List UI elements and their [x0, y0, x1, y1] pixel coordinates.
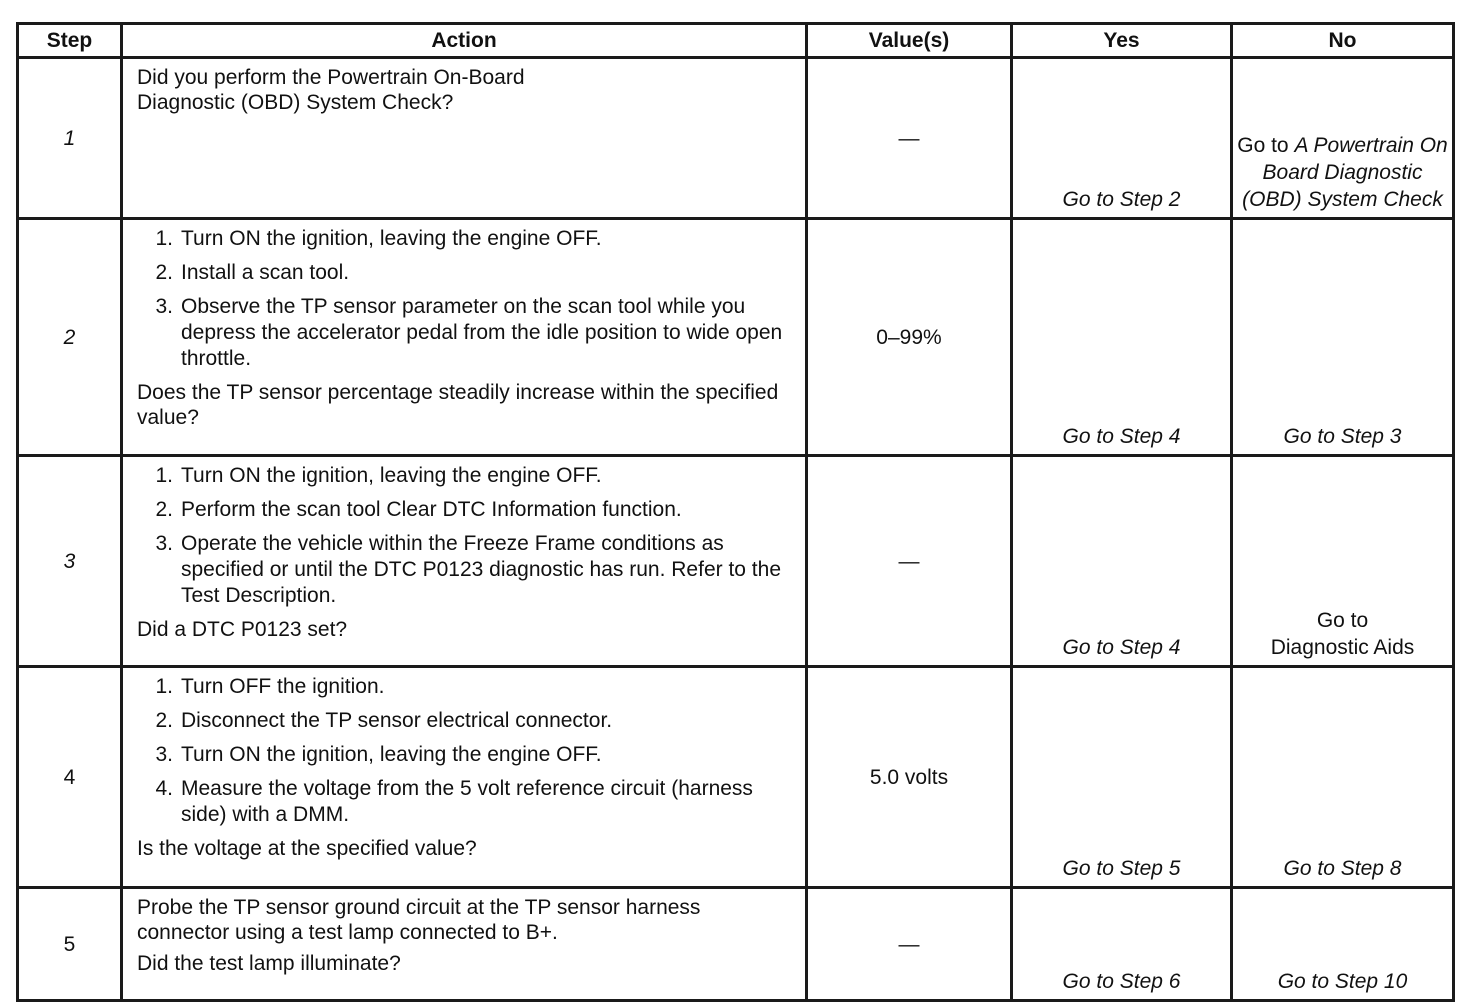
action-cell [122, 58, 807, 219]
step-number [18, 58, 122, 219]
action-item: Disconnect the TP sensor electrical connector. [181, 709, 613, 732]
action-question: Is the voltage at the specified value? [137, 837, 477, 860]
yes-link[interactable]: Go to Step 4 [1062, 636, 1181, 659]
no-link[interactable]: Go to Step 3 [1283, 425, 1402, 448]
no-cell [1232, 58, 1454, 219]
action-item: Turn OFF the ignition. [181, 675, 385, 698]
action-cell [122, 219, 807, 456]
header-row [18, 24, 1454, 58]
step-number [18, 456, 122, 667]
yes-link[interactable]: Go to Step 4 [1062, 425, 1181, 448]
header-no: No [1232, 24, 1454, 58]
step-number-text: 5 [63, 932, 76, 956]
list-item: 3. Turn ON the ignition, leaving the engine OFF. [155, 743, 602, 766]
step-number-text: 4 [63, 765, 76, 789]
list-item: 4. Measure the voltage from the 5 volt reference circuit (harness side) with a DMM. [137, 776, 791, 828]
value-cell: — [807, 888, 1012, 1001]
table-row [18, 667, 1454, 888]
action-cell [122, 456, 807, 667]
action-item: Turn ON the ignition, leaving the engine OFF. [181, 743, 602, 766]
yes-link[interactable]: Go to Step 6 [1062, 970, 1181, 993]
table-row [18, 58, 1454, 219]
list-item: 3. Operate the vehicle within the Freeze Frame conditions as specified or until the DTC P0123 diagnostic has run. Refer to the Test Description. [137, 531, 791, 609]
action-list [137, 463, 791, 609]
yes-link[interactable]: Go to Step 5 [1062, 857, 1181, 880]
value-cell: — [807, 456, 1012, 667]
no-cell [1232, 888, 1454, 1001]
list-item: 1. Turn ON the ignition, leaving the engine OFF. [155, 227, 602, 250]
action-question: Does the TP sensor percentage steadily increase within the specified value? [137, 381, 779, 429]
yes-cell [1012, 667, 1232, 888]
yes-cell [1012, 456, 1232, 667]
no-link[interactable] [1233, 132, 1452, 213]
table-row [18, 456, 1454, 667]
value-cell: — [807, 58, 1012, 219]
header-values: Value(s) [807, 24, 1012, 58]
no-link[interactable]: Go to Step 8 [1283, 857, 1402, 880]
diagnostic-table [16, 22, 1455, 1002]
action-list [137, 674, 791, 828]
action-item: Measure the voltage from the 5 volt reference circuit (harness side) with a DMM. [181, 777, 753, 826]
no-cell [1232, 219, 1454, 456]
header-step: Step [18, 24, 122, 58]
no-cell [1232, 667, 1454, 888]
list-item: 1. Turn ON the ignition, leaving the engine OFF. [155, 464, 602, 487]
step-number-text: 3 [63, 549, 76, 573]
table-row [18, 888, 1454, 1001]
step-number-text: 2 [63, 325, 76, 349]
no-link[interactable] [1233, 607, 1452, 661]
list-item: 1. Turn OFF the ignition. [155, 675, 385, 698]
list-item: 2. Install a scan tool. [155, 261, 350, 284]
step-number [18, 888, 122, 1001]
value-cell: 0–99% [807, 219, 1012, 456]
no-prefix: Go to [1237, 134, 1295, 157]
action-question: Did the test lamp illuminate? [137, 952, 401, 975]
no-ref: Diagnostic Aids [1270, 636, 1415, 659]
table-row [18, 219, 1454, 456]
action-item: Operate the vehicle within the Freeze Frame conditions as specified or until the DTC P0123 diagnostic has run. Refer to the Test Description. [181, 532, 781, 607]
action-statement: Probe the TP sensor ground circuit at the TP sensor harness connector using a test lamp connected to B+. [137, 896, 701, 944]
action-item: Turn ON the ignition, leaving the engine OFF. [181, 464, 602, 487]
yes-link[interactable]: Go to Step 2 [1062, 188, 1181, 211]
yes-cell [1012, 888, 1232, 1001]
value-cell: 5.0 volts [807, 667, 1012, 888]
no-ref: A Powertrain On Board Diagnostic (OBD) System Check [1242, 134, 1448, 211]
no-link[interactable]: Go to Step 10 [1277, 970, 1408, 993]
action-cell [122, 888, 807, 1001]
action-question: Did a DTC P0123 set? [137, 618, 348, 641]
no-cell [1232, 456, 1454, 667]
step-number [18, 667, 122, 888]
step-number-text: 1 [63, 126, 76, 150]
yes-cell [1012, 219, 1232, 456]
action-item: Turn ON the ignition, leaving the engine OFF. [181, 227, 602, 250]
action-cell [122, 667, 807, 888]
action-item: Install a scan tool. [181, 261, 350, 284]
list-item: 3. Observe the TP sensor parameter on the scan tool while you depress the accelerator pedal from the idle position to wide open throttle. [137, 294, 791, 372]
action-item: Perform the scan tool Clear DTC Information function. [181, 498, 682, 521]
action-question: Did you perform the Powertrain On-Board Diagnostic (OBD) System Check? [137, 66, 525, 114]
action-item: Observe the TP sensor parameter on the scan tool while you depress the accelerator pedal from the idle position to wide open throttle. [181, 295, 783, 370]
list-item: 2. Perform the scan tool Clear DTC Information function. [155, 498, 682, 521]
action-list [137, 226, 791, 372]
header-yes: Yes [1012, 24, 1232, 58]
yes-cell [1012, 58, 1232, 219]
header-action: Action [122, 24, 807, 58]
no-prefix: Go to [1316, 609, 1369, 632]
step-number [18, 219, 122, 456]
list-item: 2. Disconnect the TP sensor electrical connector. [155, 709, 613, 732]
